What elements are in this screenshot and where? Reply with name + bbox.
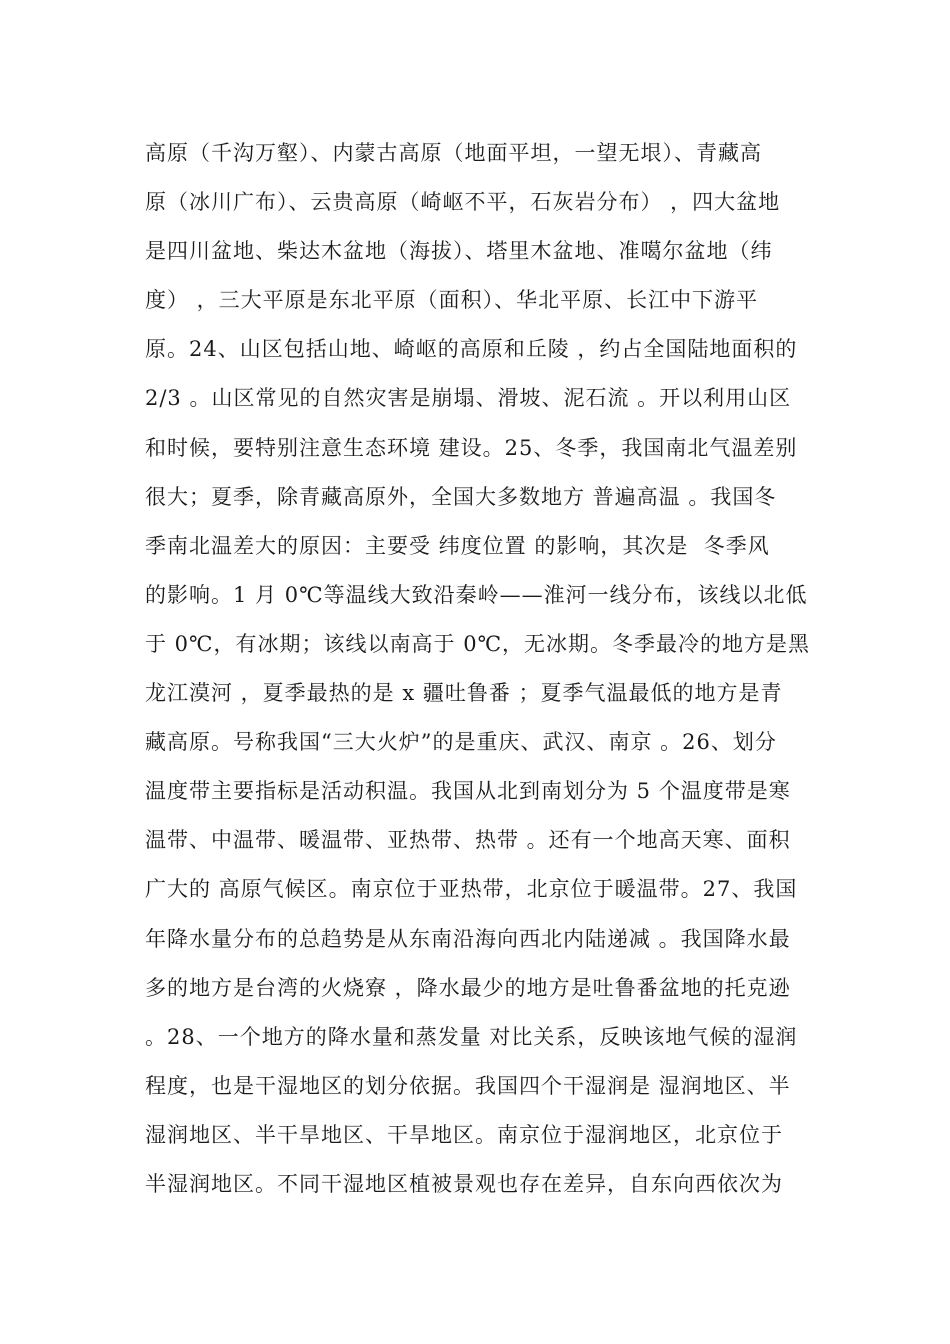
text-line: 年降水量分布的总趋势是从东南沿海向西北内陆递减 。我国降水最 <box>145 926 791 951</box>
text-line: 温带、中温带、暖温带、亚热带、热带 。还有一个地高天寒、面积 <box>145 828 791 853</box>
text-line: 原（冰川广布）、云贵高原（崎岖不平，石灰岩分布） ，四大盆地 <box>145 190 781 215</box>
text-line: 藏高原。号称我国“三大火炉”的是重庆、武汉、南京 。26、划分 <box>145 730 777 755</box>
text-line: 于 0℃，有冰期；该线以南高于 0℃，无冰期。冬季最冷的地方是黑 <box>145 631 811 656</box>
text-line: 程度，也是干湿地区的划分依据。我国四个干湿润是 湿润地区、半 <box>145 1073 791 1098</box>
text-line: 和时候，要特别注意生态环境 建设。25、冬季，我国南北气温差别 <box>145 435 798 460</box>
text-line: 的影响。1 月 0℃等温线大致沿秦岭——淮河一线分布，该线以北低 <box>145 582 808 607</box>
text-line: 季南北温差大的原因：主要受 纬度位置 的影响，其次是 冬季风 <box>145 533 770 558</box>
text-line: 湿润地区、半干旱地区、干旱地区。南京位于湿润地区，北京位于 <box>145 1122 783 1147</box>
text-line: 广大的 高原气候区。南京位于亚热带，北京位于暖温带。27、我国 <box>145 877 798 902</box>
text-line: 温度带主要指标是活动积温。我国从北到南划分为 5 个温度带是寒 <box>145 779 791 804</box>
text-line: 龙江漠河 ，夏季最热的是 x 疆吐鲁番 ；夏季气温最低的地方是青 <box>145 681 783 706</box>
text-line: 高原（千沟万壑）、内蒙古高原（地面平坦，一望无垠）、青藏高 <box>145 141 762 165</box>
text-line: 半湿润地区。不同干湿地区植被景观也存在差异，自东向西依次为 <box>145 1171 783 1196</box>
text-line: 度） ，三大平原是东北平原（面积）、华北平原、长江中下游平 <box>145 288 759 313</box>
text-line: 很大；夏季，除青藏高原外，全国大多数地方 普遍高温 。我国冬 <box>145 484 777 509</box>
text-line: 多的地方是台湾的火烧寮 ，降水最少的地方是吐鲁番盆地的托克逊 <box>145 975 791 1000</box>
text-line: 是四川盆地、柴达木盆地（海拔）、塔里木盆地、准噶尔盆地（纬 <box>145 239 773 264</box>
body-text <box>145 132 810 1212</box>
text-line: 。28、一个地方的降水量和蒸发量 对比关系，反映该地气候的湿润 <box>145 1024 798 1049</box>
text-line: 2/3 。山区常见的自然灾害是崩塌、滑坡、泥石流 。开以利用山区 <box>145 386 792 411</box>
text-line: 原。24、山区包括山地、崎岖的高原和丘陵 ，约占全国陆地面积的 <box>145 337 798 362</box>
